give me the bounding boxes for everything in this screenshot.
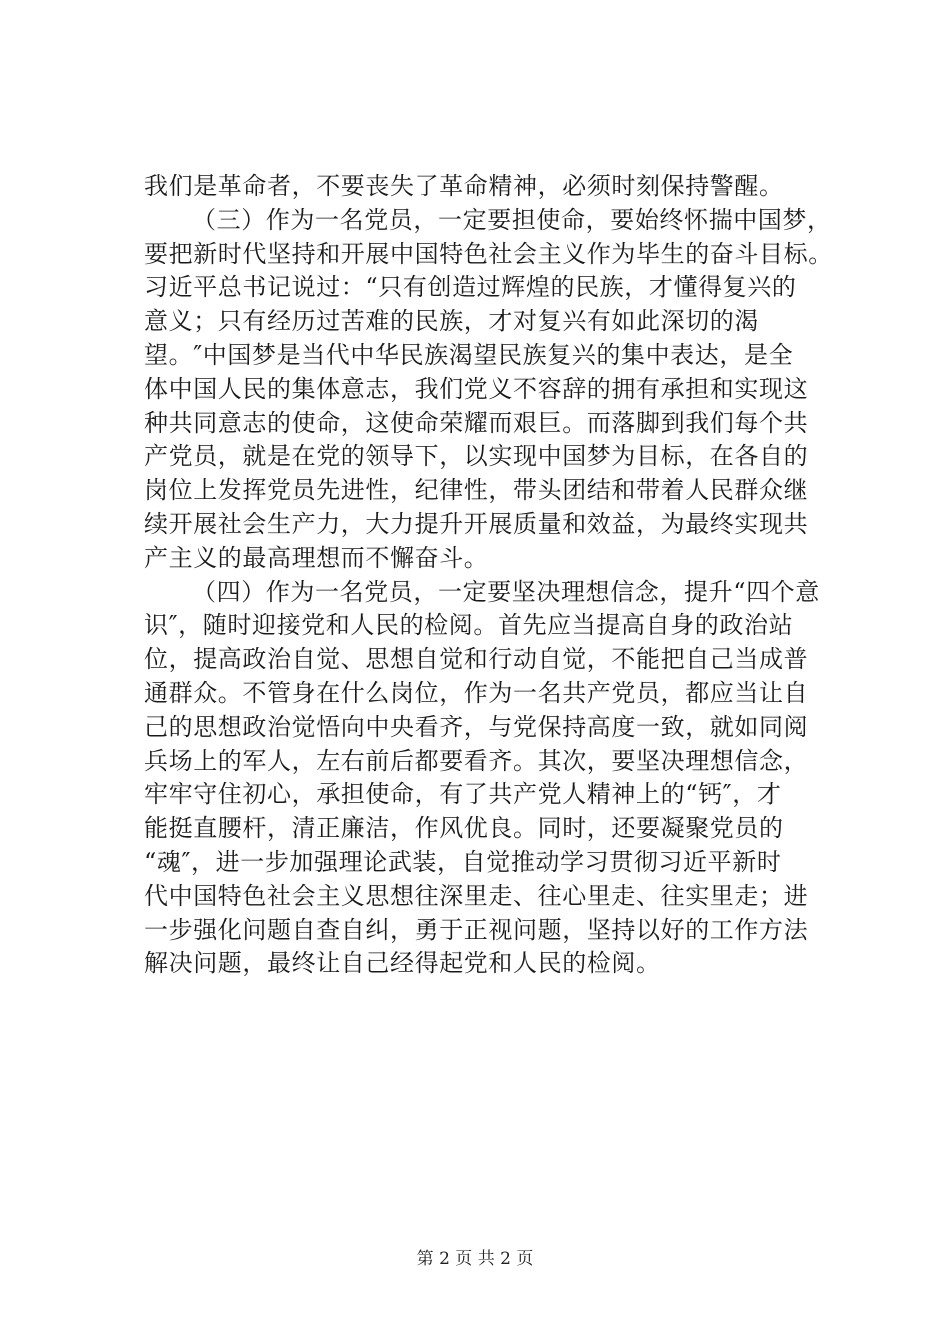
text-line: 体中国人民的集体意志，我们党义不容辞的拥有承担和实现这 — [144, 374, 809, 403]
text-line: “魂″，进一步加强理论武装，自觉推动学习贯彻习近平新时 — [144, 847, 782, 876]
document-body — [144, 170, 844, 981]
text-line: 识″，随时迎接党和人民的检阅。首先应当提高自身的政治站 — [144, 611, 794, 640]
text-line: 要把新时代坚持和开展中国特色社会主义作为毕生的奋斗目标。 — [144, 239, 833, 268]
text-line: 能挺直腰杆，清正廉洁，作风优良。同时，还要凝聚党员的 — [144, 814, 784, 843]
text-line: 一步强化问题自查自纠，勇于正视问题，坚持以好的工作方法 — [144, 915, 809, 944]
text-line: 兵场上的军人，左右前后都要看齐。其次，要坚决理想信念， — [144, 746, 809, 775]
text-line: 意义；只有经历过苦难的民族，才对复兴有如此深切的渴 — [144, 307, 759, 336]
text-line: 位，提高政治自觉、思想自觉和行动自觉，不能把自己当成普 — [144, 645, 809, 674]
page-footer: 第 2 页 共 2 页 — [416, 1249, 534, 1269]
text-line: 望。″中国梦是当代中华民族渴望民族复兴的集中表达，是全 — [144, 340, 794, 369]
text-line: 续开展社会生产力，大力提升开展质量和效益，为最终实现共 — [144, 509, 809, 538]
text-line: 产党员，就是在党的领导下，以实现中国梦为目标，在各自的 — [144, 442, 809, 471]
text-line: （四）作为一名党员，一定要坚决理想信念，提升“四个意 — [192, 577, 820, 606]
text-line: 代中国特色社会主义思想往深里走、往心里走、往实里走；进 — [144, 881, 809, 910]
text-line: 通群众。不管身在什么岗位，作为一名共产党员，都应当让自 — [144, 678, 809, 707]
text-line: 解决问题，最终让自己经得起党和人民的检阅。 — [144, 949, 661, 978]
text-line: （三）作为一名党员，一定要担使命，要始终怀揣中国梦， — [192, 205, 832, 234]
text-line: 产主义的最高理想而不懈奋斗。 — [144, 543, 489, 572]
text-line: 己的思想政治觉悟向中央看齐，与党保持高度一致，就如同阅 — [144, 712, 809, 741]
text-line: 习近平总书记说过：“只有创造过辉煌的民族，才懂得复兴的 — [144, 273, 797, 302]
text-line: 我们是革命者，不要丧失了革命精神，必须时刻保持警醒。 — [144, 172, 784, 200]
text-line: 种共同意志的使命，这使命荣耀而艰巨。而落脚到我们每个共 — [144, 408, 809, 437]
text-line: 牢牢守住初心，承担使命，有了共产党人精神上的“钙″，才 — [144, 780, 782, 809]
text-line: 岗位上发挥党员先进性，纪律性，带头团结和带着人民群众继 — [144, 476, 809, 505]
